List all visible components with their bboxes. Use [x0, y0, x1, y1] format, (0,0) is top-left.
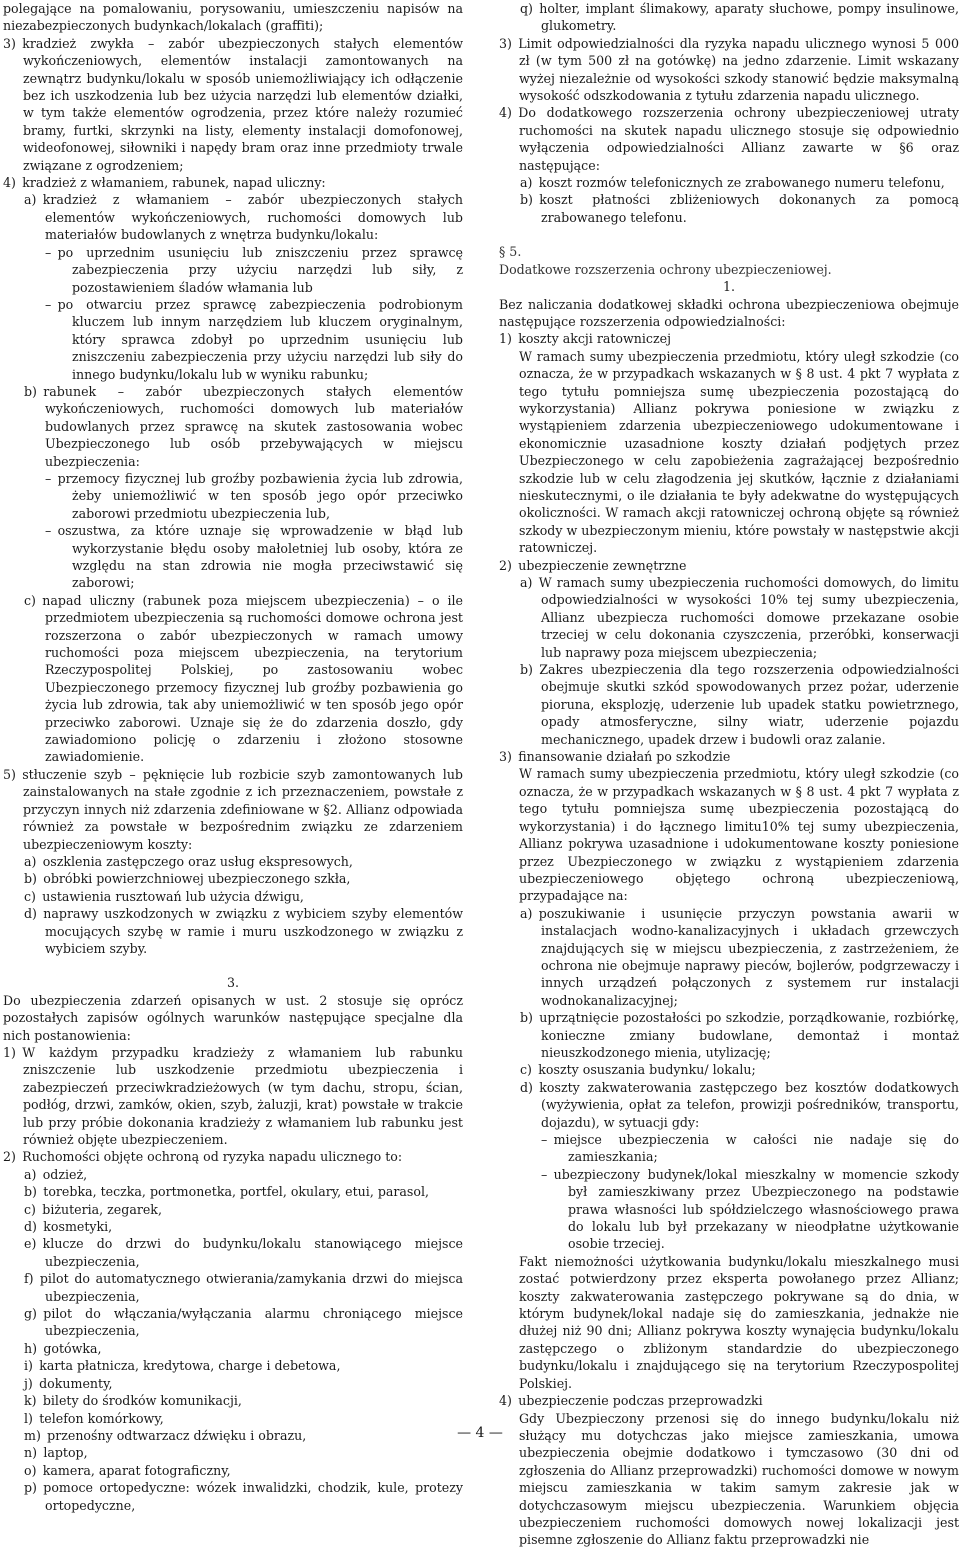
paragraph: h) gotówka, [24, 1340, 102, 1356]
paragraph: o) kamera, aparat fotograficzny, [24, 1462, 231, 1478]
paragraph: Bez naliczania dodatkowej składki ochrona ubezpieczeniowa obejmuje następujące rozszerzenia odpowiedzialności: [499, 296, 959, 329]
paragraph: d) kosmetyki, [24, 1219, 113, 1235]
paragraph: Fakt niemożności użytkowania budynku/lokalu mieszkalnego musi zostać potwierdzony przez eksperta powołanego przez Allianz; koszty zakwaterowania zastępczego pokrywane są do dnia, w którym budynek/lokal nadaje się do zamieszkania, jednakże nie dłużej niż 90 dni; Allianz pokrywa koszty wynajęcia budynku/lokalu zastępczego o zbliżonym standardzie do ubezpieczonego budynku/lokalu i znajdującego się na terytorium Rzeczypospolitej Polskiej. [519, 1253, 959, 1391]
paragraph: 1) W każdym przypadku kradzieży z włamaniem lub rabunku zniszczenie lub uszkodzenie przedmiotu ubezpieczenia i zabezpieczeń przeciwkradzieżowych (w tym dachu, stropu, ścian, podłóg, drzwi, zamków, okien, szyb, żaluzji, krat) powstałe w trakcie lub przy próbie dokonania kradzieży z włamaniem lub rabunku jest również objęte ubezpieczeniem. [3, 1044, 463, 1147]
paragraph: 4) Do dodatkowego rozszerzenia ochrony ubezpieczeniowej utraty ruchomości na skutek napadu ulicznego stosuje się odpowiednio wyłączenia odpowiedzialności Allianz zawarte w §6 oraz następujące: [499, 105, 959, 173]
paragraph: j) dokumenty, [24, 1375, 113, 1391]
paragraph: 3. [226, 975, 240, 991]
paragraph: n) laptop, [24, 1445, 88, 1461]
paragraph: 3) Limit odpowiedzialności dla ryzyka napadu ulicznego wynosi 5 000 zł (w tym 500 zł na gotówkę) na jedno zdarzenie. Limit wskazany wyżej niezależnie od wysokości szkody stanowić będzie maksymalną wysokość odszkodowania z tytułu zdarzenia napadu ulicznego. [499, 35, 959, 104]
paragraph: Gdy Ubezpieczony przenosi się do innego budynku/lokalu niż służący mu dotychczas jako miejsce zamieszkania, umowa ubezpieczenia obejmie dodatkowo i tymczasowo (30 dni od zgłoszenia do Allianz przeprowadzki) ruchomości domowe w nowym miejscu zamieszkania w takim samym zakresie jak w dotychczasowym miejscu ubezpieczenia. Warunkiem objęcia ubezpieczeniem ruchomości domowych nowej lokalizacji jest pisemne zgłoszenie do Allianz faktu przeprowadzki nie [519, 1410, 959, 1548]
paragraph: W ramach sumy ubezpieczenia przedmiotu, który uległ szkodzie (co oznacza, że w przypadkach wskazanych w § 8 ust. 4 pkt 7 wypłata z tego tytułu pomniejsza sumę ubezpieczenia pozostającą do wykorzystania) Allianz pokrywa poniesione w związku z wystąpieniem zdarzenia ubezpieczeniowego udokumentowane i ekonomicznie uzasadnione koszty działań podjętych przez Ubezpieczonego w celu zapobieżenia zagrażającej bezpośrednio szkodzie lub w celu złagodzenia jej skutków, łącznie z działaniami nieskutecznymi, o ile działania te były adekwatne do występujących okoliczności. W ramach akcji ratowniczej ochroną objęte są również szkody w ubezpieczonym mieniu, które powstały w następstwie akcji ratowniczej. [519, 348, 959, 556]
paragraph: b) rabunek – zabór ubezpieczonych stałych elementów wykończeniowych, ruchomości domowych lub materiałów budowlanych przez sprawcę na skutek zastosowania wobec Ubezpieczonego lub osób przebywających w miejscu ubezpieczenia: [24, 383, 463, 469]
paragraph: W ramach sumy ubezpieczenia przedmiotu, który uległ szkodzie (co oznacza, że w przypadkach wskazanych w § 8 ust. 4 pkt 7 wypłata z tego tytułu pomniejsza sumę ubezpieczenia pozostającą do wykorzystania) i do łącznego limitu10% tej sumy ubezpieczenia, Allianz pokrywa uzasadnione i udokumentowane koszty poniesione przez Ubezpieczonego w związku z wystąpieniem zdarzenia ubezpieczeniowego objętego ochroną ubezpieczeniową, przypadające na: [519, 766, 959, 904]
paragraph: i) karta płatnicza, kredytowa, charge i debetowa, [24, 1358, 341, 1374]
right-column [499, 0, 959, 1549]
paragraph: – miejsce ubezpieczenia w całości nie nadaje się do zamieszkania; [541, 1132, 959, 1165]
paragraph: b) koszt płatności zbliżeniowych dokonanych za pomocą zrabowanego telefonu. [520, 192, 959, 225]
paragraph: 2) Ruchomości objęte ochroną od ryzyka napadu ulicznego to: [3, 1149, 403, 1165]
paragraph: c) koszty osuszania budynku/ lokalu; [520, 1062, 756, 1078]
spacer [499, 226, 959, 243]
paragraph: a) oszklenia zastępczego oraz usług ekspresowych, [24, 853, 353, 869]
paragraph: e) klucze do drzwi do budynku/lokalu stanowiącego miejsce ubezpieczenia, [24, 1236, 463, 1269]
paragraph: 5) stłuczenie szyb – pęknięcie lub rozbicie szyb zamontowanych lub zainstalowanych na stałe zgodnie z ich przeznaczeniem, powstałe z przyczyn innych niż zdarzenia zdefiniowane w §2. Allianz odpowiada również za powstałe w bezpośrednim związku ze zdarzeniem ubezpieczeniowym koszty: [3, 766, 463, 852]
paragraph: c) biżuteria, zegarek, [24, 1201, 162, 1217]
paragraph: b) obróbki powierzchniowej ubezpieczonego szkła, [24, 871, 351, 887]
paragraph: – po uprzednim usunięciu lub zniszczeniu przez sprawcę zabezpieczenia przy użyciu narzędzi lub siły, z pozostawieniem śladów włamania lub [45, 244, 463, 295]
paragraph: – przemocy fizycznej lub groźby pozbawienia życia lub zdrowia, żeby uniemożliwić w ten sposób jego opór przeciwko zaborowi przedmiotu ubezpieczenia lub, [45, 470, 463, 521]
paragraph: d) koszty zakwaterowania zastępczego bez kosztów dodatkowych (wyżywienia, opłat za telefon, prowizji pośredników, transportu, dojazdu), w sytuacji gdy: [520, 1079, 959, 1130]
paragraph: c) napad uliczny (rabunek poza miejscem ubezpieczenia) – o ile przedmiotem ubezpieczenia są ruchomości domowe ochrona jest rozszerzona o zabór ubezpieczonych w ramach umowy ruchomości poza miejscem ubezpieczenia, na terytorium Rzeczypospolitej Polskiej, po zastosowaniu wobec Ubezpieczonego przemocy fizycznej lub groźby pozbawienia go życia lub zdrowia, tak aby uniemożliwić w ten sposób jego opór przeciwko zaborowi. Uznaje się że do zdarzenia doszło, gdy zawiadomiono policję o zdarzeniu i złożono stosowne zawiadomienie. [24, 592, 463, 765]
paragraph: Dodatkowe rozszerzenia ochrony ubezpieczeniowej. [499, 261, 832, 277]
paragraph: a) kradzież z włamaniem – zabór ubezpieczonych stałych elementów wykończeniowych, ruchomości domowych lub materiałów budowlanych z wnętrza budynku/lokalu: [24, 192, 463, 243]
paragraph: – ubezpieczony budynek/lokal mieszkalny w momencie szkody był zamieszkiwany przez Ubezpieczonego na podstawie prawa własności lub spółdzielczego własnościowego prawa do lokalu lub był przekazany w nieodpłatne użytkowanie osobie trzeciej. [541, 1166, 959, 1252]
paragraph: 4) ubezpieczenie podczas przeprowadzki [499, 1393, 763, 1409]
paragraph: m) przenośny odtwarzacz dźwięku i obrazu, [24, 1427, 307, 1443]
paragraph: b) uprzątnięcie pozostałości po szkodzie, porządkowanie, rozbiórkę, konieczne zmiany budowlane, demontaż i montaż nieuszkodzonego mienia, utylizację; [520, 1010, 959, 1060]
paragraph: f) pilot do automatycznego otwierania/zamykania drzwi do miejsca ubezpieczenia, [24, 1271, 463, 1304]
paragraph: a) odzież, [24, 1166, 88, 1182]
left-column [3, 0, 463, 1514]
paragraph: a) poszukiwanie i usunięcie przyczyn powstania awarii w instalacjach wodno-kanalizacyjnych i układach grzewczych znajdujących się w miejscu ubezpieczenia, z zastrzeżeniem, że ochrona nie obejmuje naprawy pieców, bojlerów, podgrzewaczy i innych urządzeń połączonych z systemem rur instalacji wodnokanalizacyjnej; [520, 905, 959, 1008]
paragraph: – oszustwa, za które uznaje się wprowadzenie w błąd lub wykorzystanie błędu osoby małoletniej lub osoby, która ze względu na stan zdrowia nie mogła przeciwstawić się zaborowi; [45, 523, 463, 591]
paragraph: q) holter, implant ślimakowy, aparaty słuchowe, pompy insulinowe, glukometry. [520, 1, 959, 34]
paragraph: Do ubezpieczenia zdarzeń opisanych w ust. 2 stosuje się oprócz pozostałych zapisów ogólnych warunków następujące specjalne dla nich postanowienia: [3, 992, 463, 1043]
paragraph: § 5. [499, 244, 522, 260]
spacer [3, 957, 463, 974]
paragraph: c) ustawienia rusztowań lub użycia dźwigu, [24, 888, 304, 904]
paragraph: p) pomoce ortopedyczne: wózek inwalidzki, chodzik, kule, protezy ortopedyczne, [24, 1480, 463, 1513]
paragraph: b) torebka, teczka, portmonetka, portfel, okulary, etui, parasol, [24, 1184, 429, 1200]
paragraph: b) Zakres ubezpieczenia dla tego rozszerzenia odpowiedzialności obejmuje skutki szkód spowodowanych przez pożar, uderzenie pioruna, eksplozję, uderzenie lub upadek statku powietrznego, opady atmosferyczne, silny wiatr, uderzenie pojazdu mechanicznego, upadek drzew i budowli oraz zalanie. [520, 662, 959, 747]
paragraph: 2) ubezpieczenie zewnętrzne [499, 557, 687, 573]
paragraph: – po otwarciu przez sprawcę zabezpieczenia podrobionym kluczem lub innym narzędziem lub kluczem oryginalnym, który sprawca zdobył po uprzednim usunięciu lub zniszczeniu zabezpieczenia przy użyciu narzędzi lub siły do innego budynku/lokalu lub w wyniku rabunku; [45, 296, 463, 382]
paragraph: a) W ramach sumy ubezpieczenia ruchomości domowych, do limitu odpowiedzialności w wysokości 10% tej sumy ubezpieczenia, Allianz ubezpiecza ruchomości domowe przekazane osobie trzeciej w celu dokonania czyszczenia, przeróbki, konserwacji lub naprawy poza miejscem ubezpieczenia; [520, 575, 959, 660]
paragraph: 1. [722, 279, 736, 295]
paragraph: 1) koszty akcji ratowniczej [499, 331, 671, 347]
paragraph: 4) kradzież z włamaniem, rabunek, napad uliczny: [3, 175, 326, 191]
paragraph: a) koszt rozmów telefonicznych ze zrabowanego numeru telefonu, [520, 175, 945, 191]
page-number: — 4 — [457, 1425, 503, 1441]
paragraph: 3) finansowanie działań po szkodzie [499, 749, 731, 765]
paragraph: l) telefon komórkowy, [24, 1410, 164, 1426]
paragraph: polegające na pomalowaniu, porysowaniu, umieszczeniu napisów na niezabezpieczonych budynkach/lokalach (graffiti); [3, 1, 463, 34]
paragraph: d) naprawy uszkodzonych w związku z wybiciem szyby elementów mocujących szybę w ramie i muru uszkodzonego w związku z wybiciem szyby. [24, 906, 463, 956]
paragraph: k) bilety do środków komunikacji, [24, 1393, 242, 1409]
paragraph: 3) kradzież zwykła – zabór ubezpieczonych stałych elementów wykończeniowych, elementów instalacji zamontowanych na zewnątrz budynku/lokalu w sposób uniemożliwiający ich odłączenie bez ich uszkodzenia lub bez użycia narzędzi lub elementów działki, w tym także elementów ogrodzenia, przez które należy rozumieć bramy, furtki, skrzynki na listy, elementy instalacji domofonowej, wideofonowej, siłowniki i napędy bram oraz inne przedmioty trwale związane z ogrodzeniem; [3, 35, 463, 173]
paragraph: g) pilot do włączania/wyłączania alarmu chroniącego miejsce ubezpieczenia, [24, 1306, 463, 1339]
